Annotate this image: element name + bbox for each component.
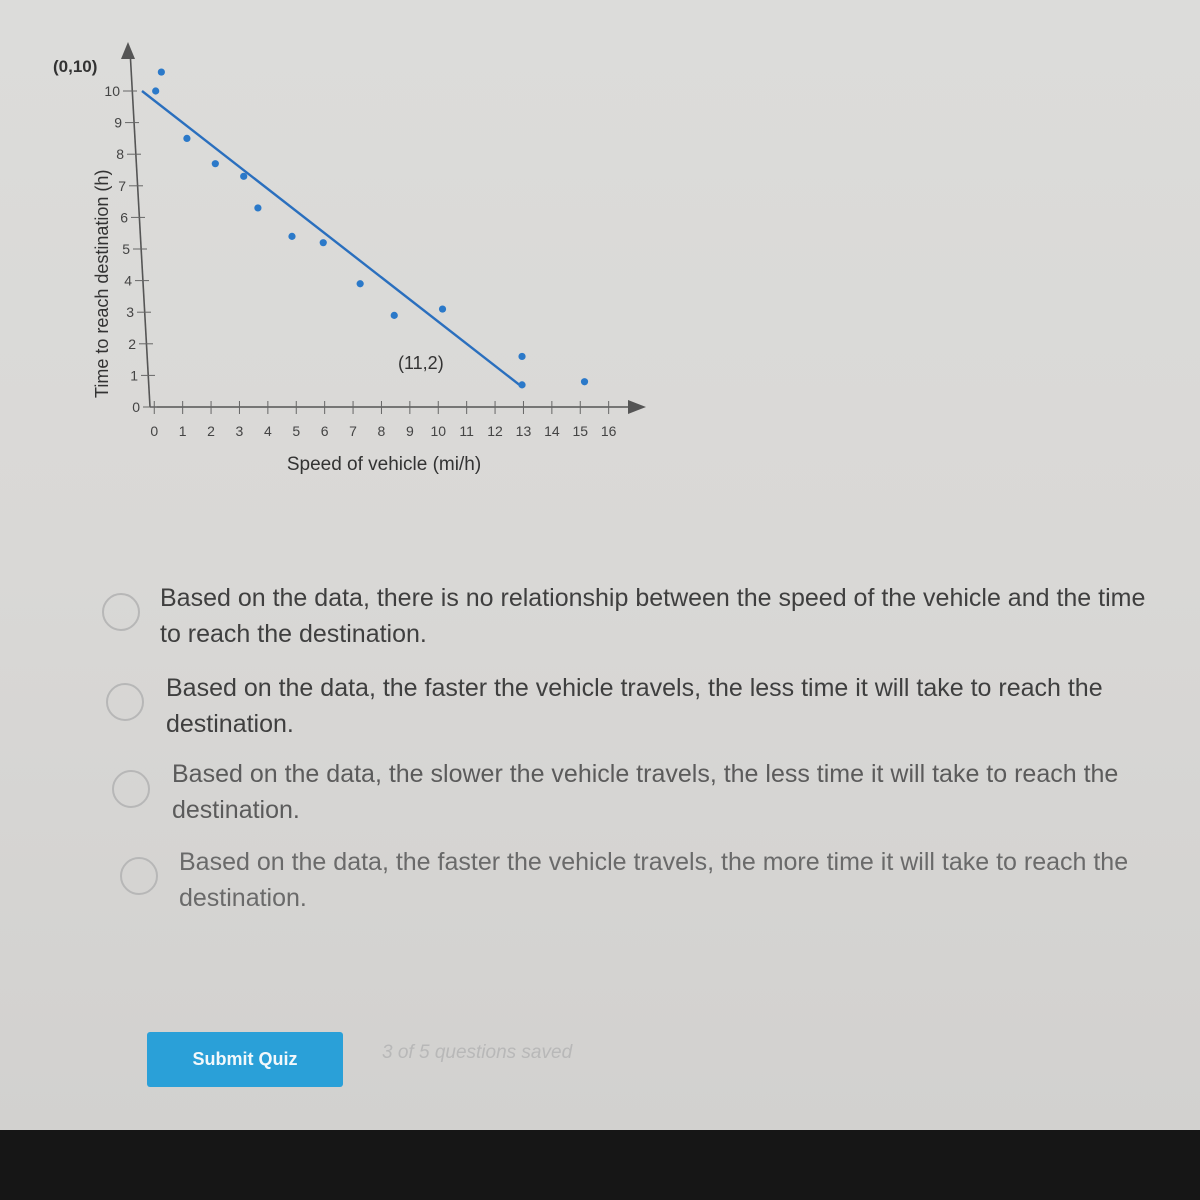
save-status-text: 3 of 5 questions saved [382,1042,573,1063]
x-tick-label: 4 [263,423,272,439]
y-tick-label: 2 [128,335,136,352]
x-tick-label: 9 [405,423,414,439]
x-tick-label: 16 [600,423,617,439]
data-point [152,87,159,94]
radio-button[interactable] [102,593,140,631]
x-tick-label: 7 [349,423,357,439]
x-tick-label: 15 [572,423,589,439]
data-point [158,68,165,75]
data-point [581,378,588,385]
x-tick-label: 6 [320,423,329,439]
answer-choice-text: Based on the data, the slower the vehicle travels, the less time it will take to reach the destination. [172,760,1119,824]
x-tick-label: 1 [178,423,187,439]
x-axis-arrow [628,400,646,414]
x-tick-label: 3 [235,423,244,439]
y-tick-label: 9 [114,114,122,131]
y-tick-label: 7 [118,177,126,194]
radio-button[interactable] [106,683,144,721]
y-tick-label: 4 [124,272,132,289]
x-tick-label: 5 [292,423,301,439]
trend-line [142,91,522,387]
answer-choice[interactable] [100,580,1160,668]
answer-choices [100,580,1160,932]
scatter-chart [0,0,700,500]
data-point [240,173,247,180]
answer-choice[interactable] [100,844,1160,932]
answer-choice-text: Based on the data, the faster the vehicle travels, the more time it will take to reach the destination. [179,848,1129,912]
y-axis-arrow [121,42,135,59]
annotation-origin-point: (0,10) [53,57,98,76]
x-tick-label: 11 [459,423,474,439]
y-axis-title: Time to reach destination (h) [92,169,112,398]
data-point [439,305,446,312]
data-point [183,135,190,142]
data-point [391,312,398,319]
x-tick-label: 13 [515,423,532,439]
answer-choice-text: Based on the data, there is no relationship between the speed of the vehicle and the time to reach the destination. [160,584,1146,648]
chart-axes [121,42,646,414]
y-tick-label: 1 [130,367,138,384]
x-tick-label: 12 [487,423,503,439]
data-point [357,280,364,287]
screen-bezel [0,1130,1200,1200]
answer-choice[interactable] [100,668,1160,756]
y-tick-label: 10 [104,83,120,99]
y-tick-label: 0 [132,399,140,415]
y-axis-line [130,50,150,407]
answer-choice-text: Based on the data, the faster the vehicle travels, the less time it will take to reach the destination. [166,674,1103,738]
data-point [320,239,327,246]
x-tick-label: 2 [207,423,215,439]
y-tick-label: 3 [126,304,134,321]
y-tick-label: 8 [116,146,124,163]
y-tick-label: 6 [120,209,128,226]
data-point [254,204,261,211]
submit-quiz-button[interactable]: Submit Quiz [147,1032,343,1087]
x-tick-label: 0 [150,423,159,439]
data-point [518,353,525,360]
data-point [518,381,525,388]
radio-button[interactable] [112,770,150,808]
answer-choice[interactable] [100,756,1160,844]
y-tick-label: 5 [122,241,130,257]
chart-trend-line-group [142,91,522,387]
x-tick-label: 10 [430,423,447,439]
x-tick-label: 8 [377,423,386,439]
data-point [288,233,295,240]
x-axis-title: Speed of vehicle (mi/h) [286,454,482,475]
radio-button[interactable] [120,857,158,895]
annotation-midpoint: (11,2) [398,353,444,373]
x-tick-label: 14 [544,423,560,439]
data-point [212,160,219,167]
chart-points [152,68,588,388]
